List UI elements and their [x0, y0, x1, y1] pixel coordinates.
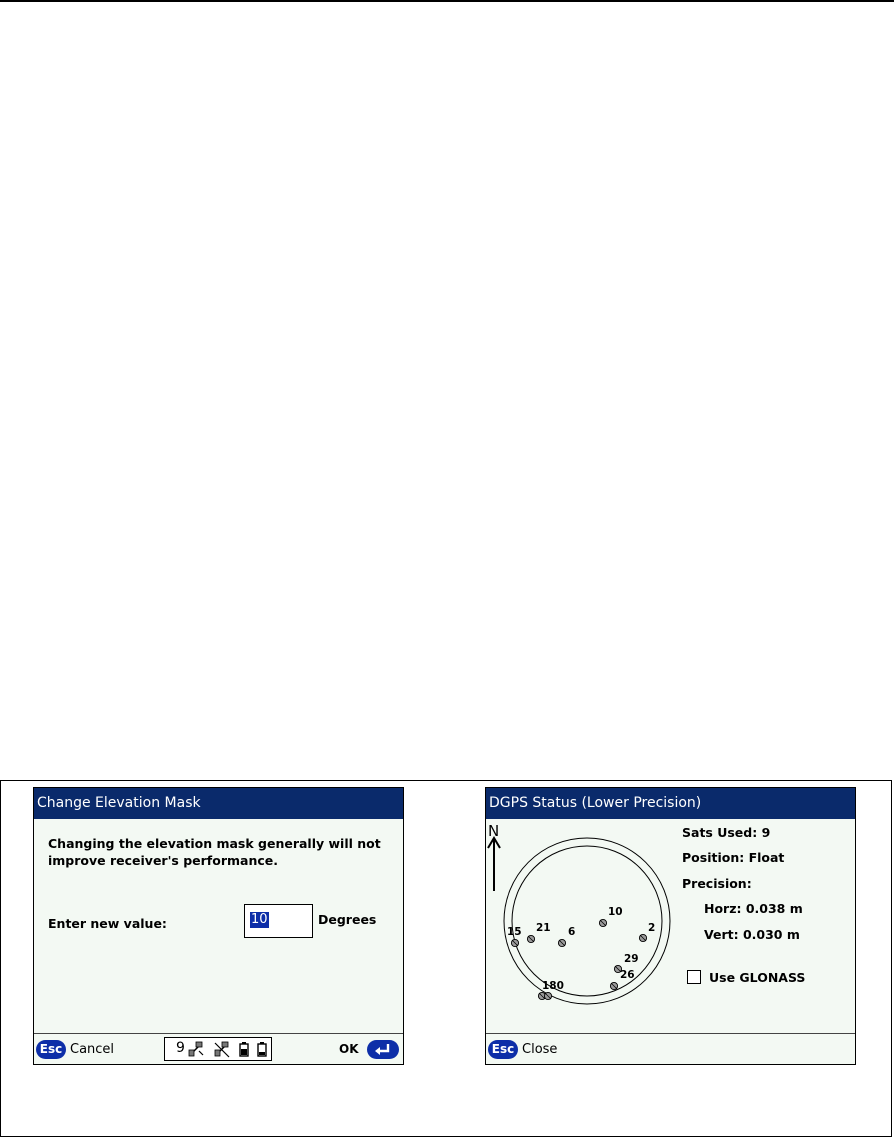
dgps-title: DGPS Status (Lower Precision) — [486, 788, 855, 819]
satellite-label-29: 29 — [624, 953, 639, 965]
satellite-label-10: 10 — [608, 906, 623, 918]
precision-label: Precision: — [682, 876, 752, 891]
esc-key-icon[interactable]: Esc — [488, 1040, 518, 1059]
dialog-title: Change Elevation Mask — [34, 788, 403, 819]
satellite-sky-plot — [501, 836, 676, 1006]
elevation-value-text: 10 — [251, 912, 268, 927]
ok-button[interactable] — [335, 1040, 401, 1059]
satellite-label-180: 180 — [542, 980, 564, 992]
satellite-label-15: 15 — [507, 926, 522, 938]
use-glonass-checkbox[interactable] — [687, 970, 701, 984]
sats-used: Sats Used: 9 — [682, 825, 771, 840]
battery-icon — [239, 1041, 249, 1058]
north-label: N — [488, 822, 500, 840]
satellite-label-2: 2 — [648, 922, 656, 934]
dialog-message-line1: Changing the elevation mask generally will not — [48, 836, 381, 851]
dialog-command-bar — [34, 1033, 403, 1064]
north-arrow-icon — [487, 836, 501, 892]
page-top-rule — [0, 0, 894, 2]
dgps-command-bar — [486, 1033, 855, 1064]
sky-plot-outer-ring — [504, 838, 670, 1004]
field-unit: Degrees — [318, 912, 377, 927]
use-glonass-label[interactable]: Use GLONASS — [709, 970, 806, 985]
satellite-count: 9 — [176, 1040, 185, 1056]
satellite-label-6: 6 — [568, 926, 576, 938]
esc-key-icon[interactable]: Esc — [36, 1040, 66, 1059]
satellite-label-21: 21 — [536, 922, 551, 934]
receiver-status-strip — [164, 1037, 272, 1061]
satellite-no-signal-icon — [213, 1041, 231, 1058]
horizontal-precision: Horz: 0.038 m — [704, 901, 803, 916]
satellite-label-26: 26 — [620, 969, 635, 981]
position-status: Position: Float — [682, 850, 785, 865]
figure-frame — [0, 780, 892, 1137]
elevation-value-input[interactable] — [244, 904, 313, 938]
satellite-icon — [187, 1041, 205, 1058]
vertical-precision: Vert: 0.030 m — [704, 927, 800, 942]
elevation-mask-dialog — [33, 787, 404, 1065]
ok-label: OK — [339, 1042, 359, 1056]
field-label: Enter new value: — [48, 916, 167, 931]
close-button[interactable]: Close — [522, 1042, 558, 1057]
battery-icon-secondary — [257, 1041, 267, 1058]
cancel-button[interactable]: Cancel — [70, 1042, 115, 1057]
dialog-message-line2: improve receiver's performance. — [48, 853, 278, 868]
enter-key-icon — [367, 1040, 399, 1059]
dgps-status-screen — [485, 787, 856, 1065]
sky-plot-inner-ring — [512, 846, 662, 996]
